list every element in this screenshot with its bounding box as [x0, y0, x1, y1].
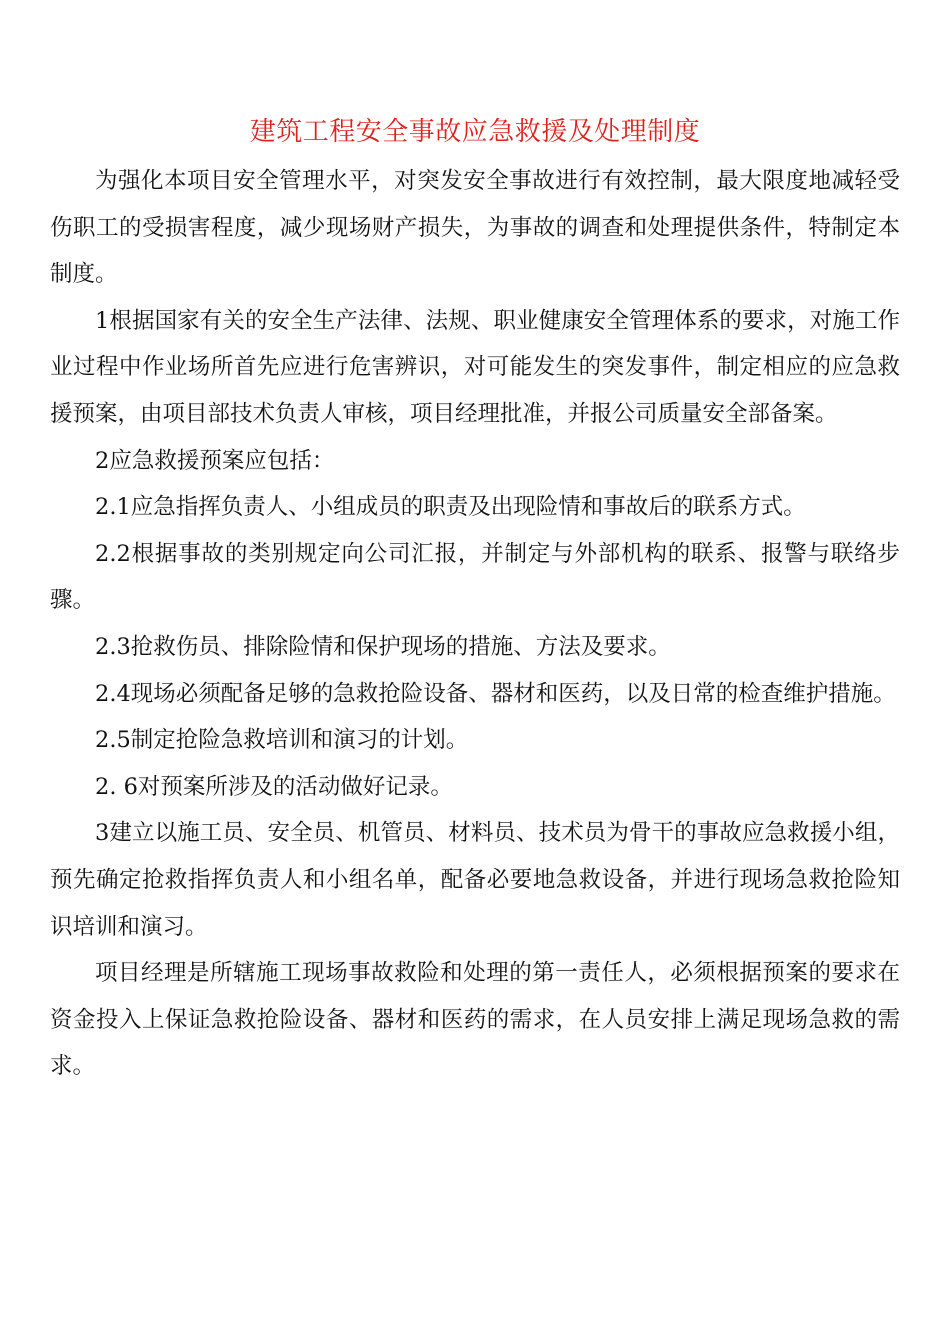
paragraph-2-3: 2.3抢救伤员、排除险情和保护现场的措施、方法及要求。	[95, 633, 671, 660]
document-title: 建筑工程安全事故应急救援及处理制度	[249, 117, 701, 147]
paragraph-2-2: 2.2根据事故的类别规定向公司汇报，并制定与外部机构的联系、报警与联络步骤。	[50, 540, 900, 614]
paragraph-3: 3建立以施工员、安全员、机管员、材料员、技术员为骨干的事故应急救援小组，预先确定抢救指挥负责人和小组名单，配备必要地急救设备，并进行现场急救抢险知识培训和演习。	[50, 820, 900, 940]
paragraph-2-4: 2.4现场必须配备足够的急救抢险设备、器材和医药，以及日常的检查维护措施。	[95, 680, 896, 707]
paragraph-2-1: 2.1应急指挥负责人、小组成员的职责及出现险情和事故后的联系方式。	[95, 494, 806, 521]
paragraph-2-5: 2.5制定抢险急救培训和演习的计划。	[95, 727, 469, 754]
paragraph-responsibility: 项目经理是所辖施工现场事故救险和处理的第一责任人，必须根据预案的要求在资金投入上保证急救抢险设备、器材和医药的需求，在人员安排上满足现场急救的需求。	[50, 960, 900, 1080]
paragraph-1: 1根据国家有关的安全生产法律、法规、职业健康安全管理体系的要求，对施工作业过程中作业场所首先应进行危害辨识，对可能发生的突发事件，制定相应的应急救援预案，由项目部技术负责人审核，项目经理批准，并报公司质量安全部备案。	[50, 307, 900, 427]
paragraph-intro: 为强化本项目安全管理水平，对突发安全事故进行有效控制，最大限度地减轻受伤职工的受损害程度，减少现场财产损失，为事故的调查和处理提供条件，特制定本制度。	[50, 168, 900, 288]
document-body	[50, 158, 900, 1090]
paragraph-2-6: 2. 6对预案所涉及的活动做好记录。	[95, 773, 453, 800]
paragraph-2: 2应急救援预案应包括：	[95, 447, 335, 474]
